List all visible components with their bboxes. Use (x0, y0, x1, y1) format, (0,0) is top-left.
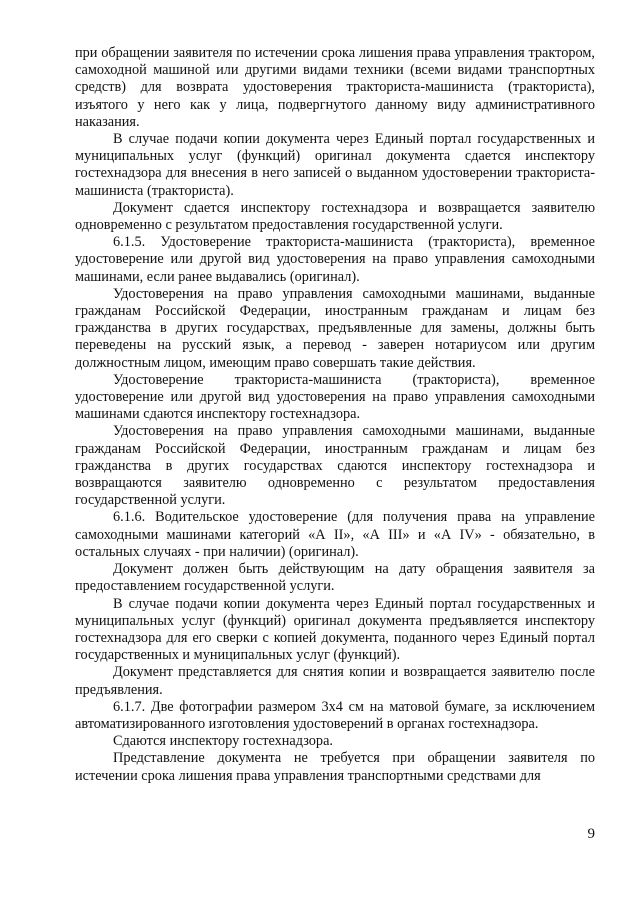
paragraph-13: Сдаются инспектору гостехнадзора. (113, 733, 333, 750)
paragraph-3: Документ сдается инспектору гостехнадзора и возвращается заявителю одновременно с результатом предоставления государственной услуги. (75, 199, 595, 234)
paragraph-14: Представление документа не требуется при обращении заявителя по истечении срока лишения права управления транспортными средствами для (75, 750, 595, 784)
paragraph-11: Документ представляется для снятия копии и возвращается заявителю после предъявления. (75, 664, 595, 698)
paragraph-12: 6.1.7. Две фотографии размером 3х4 см на матовой бумаге, за исключением автоматизированного изготовления удостоверений в органах гостехнадзора. (75, 698, 595, 732)
paragraph-6: Удостоверение тракториста-машиниста (тракториста), временное удостоверение или другой вид удостоверения на право управления самоходными машинами сдаются инспектору гостехнадзора. (75, 371, 595, 423)
paragraph-4: 6.1.5. Удостоверение тракториста-машиниста (тракториста), временное удостоверение или другой вид удостоверения на право управления самоходными машинами, если ранее выдавались (оригинал). (75, 234, 595, 285)
paragraph-8: 6.1.6. Водительское удостоверение (для получения права на управление самоходными машинами категорий «А II», «А III» и «А IV» - обязательно, в остальных случаях - при наличии) (оригинал). (75, 509, 595, 560)
paragraph-9: Документ должен быть действующим на дату обращения заявителя за предоставлением государственной услуги. (75, 561, 595, 595)
paragraph-2: В случае подачи копии документа через Единый портал государственных и муниципальных услуг (функций) оригинал документа сдается инспектору гостехнадзора для внесения в него записей о выданном удостоверении тракториста-машиниста (тракториста). (75, 131, 595, 199)
page-number: 9 (587, 826, 595, 842)
paragraph-10: В случае подачи копии документа через Единый портал государственных и муниципальных услуг (функций) оригинал документа предъявляется инспектору гостехнадзора для его сверки с копией документа, поданного через Единый портал государственных и муниципальных услуг (функций). (75, 595, 595, 664)
paragraph-5: Удостоверения на право управления самоходными машинами, выданные гражданам Российской Федерации, иностранным гражданам и лицам без гражданства в других государствах, предъявленные для замены, должны быть переведены на русский язык, а перевод - заверен нотариусом или другим должностным лицом, имеющим право совершать такие действия. (75, 285, 595, 371)
paragraph-7: Удостоверения на право управления самоходными машинами, выданные гражданам Российской Федерации, иностранным гражданам и лицам без гражданства в других государствах сдаются инспектору гостехнадзора и возвращаются заявителю одновременно с результатом предоставления государственной услуги. (75, 423, 595, 509)
document-page (75, 45, 595, 785)
paragraph-1: при обращении заявителя по истечении срока лишения права управления трактором, самоходной машиной или другими видами техники (всеми видами транспортных средств) для возврата удостоверения тракториста-машиниста (тракториста), изъятого у него как у лица, подвергнутого данному виду административного наказания. (75, 45, 595, 130)
